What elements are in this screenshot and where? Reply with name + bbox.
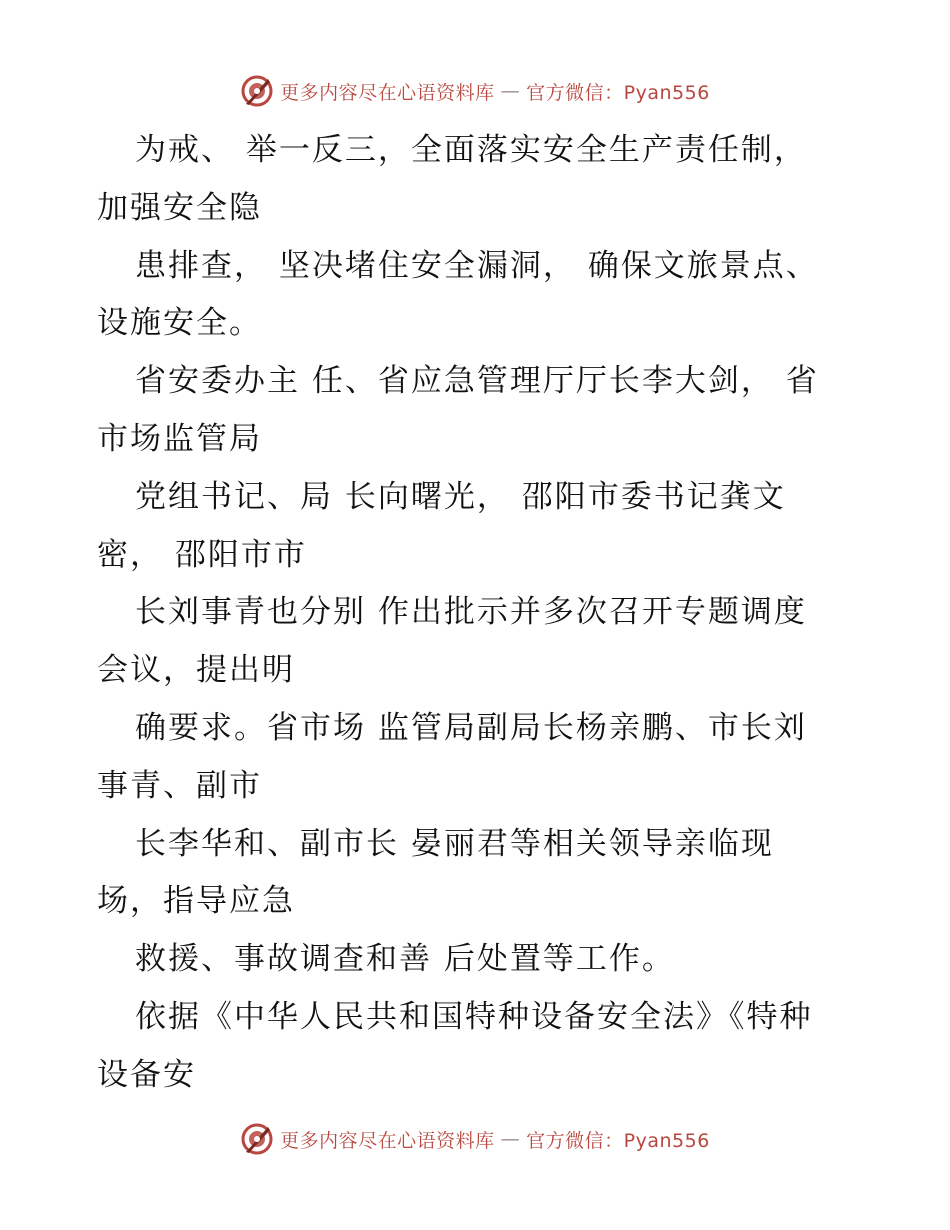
text-line: 长李华和、副市长 晏丽君等相关领导亲临现 — [135, 825, 774, 862]
text-line: 事青、副市 — [97, 767, 262, 804]
banner-separator: — — [500, 80, 521, 102]
text-line: 救援、事故调查和善 后处置等工作。 — [135, 941, 675, 978]
banner-separator: — — [500, 1128, 521, 1150]
text-line: 患排查， 坚决堵住安全漏洞， 确保文旅景点、 — [135, 247, 819, 284]
quill-emblem-icon — [240, 74, 274, 108]
text-line: 设备安 — [97, 1056, 196, 1093]
banner-account: 官方微信：Pyan556 — [526, 81, 710, 104]
text-line: 确要求。省市场 监管局副局长杨亲鹏、市长刘 — [135, 709, 807, 746]
document-body — [97, 122, 857, 1105]
quill-emblem-icon — [240, 1122, 274, 1156]
text-line: 依据《中华人民共和国特种设备安全法》《特种 — [135, 998, 813, 1035]
text-line: 密， 邵阳市市 — [97, 536, 307, 573]
text-line: 场，指导应急 — [97, 883, 295, 920]
text-line: 党组书记、局 长向曙光， 邵阳市委书记龚文 — [135, 478, 786, 515]
banner-slogan: 更多内容尽在心语资料库 — [280, 1129, 495, 1152]
text-line: 省安委办主 任、省应急管理厅厅长李大剑， 省 — [135, 363, 819, 400]
banner-account: 官方微信：Pyan556 — [526, 1129, 710, 1152]
text-line: 为戒、 举一反三，全面落实安全生产责任制， — [135, 132, 807, 168]
text-line: 市场监管局 — [97, 420, 262, 457]
text-line: 加强安全隐 — [97, 189, 262, 226]
banner-slogan: 更多内容尽在心语资料库 — [280, 81, 495, 104]
footer-banner — [0, 1119, 950, 1159]
text-line: 长刘事青也分别 作出批示并多次召开专题调度 — [135, 594, 807, 631]
header-banner — [0, 71, 950, 111]
text-line: 会议，提出明 — [97, 652, 295, 689]
text-line: 设施安全。 — [97, 305, 262, 342]
